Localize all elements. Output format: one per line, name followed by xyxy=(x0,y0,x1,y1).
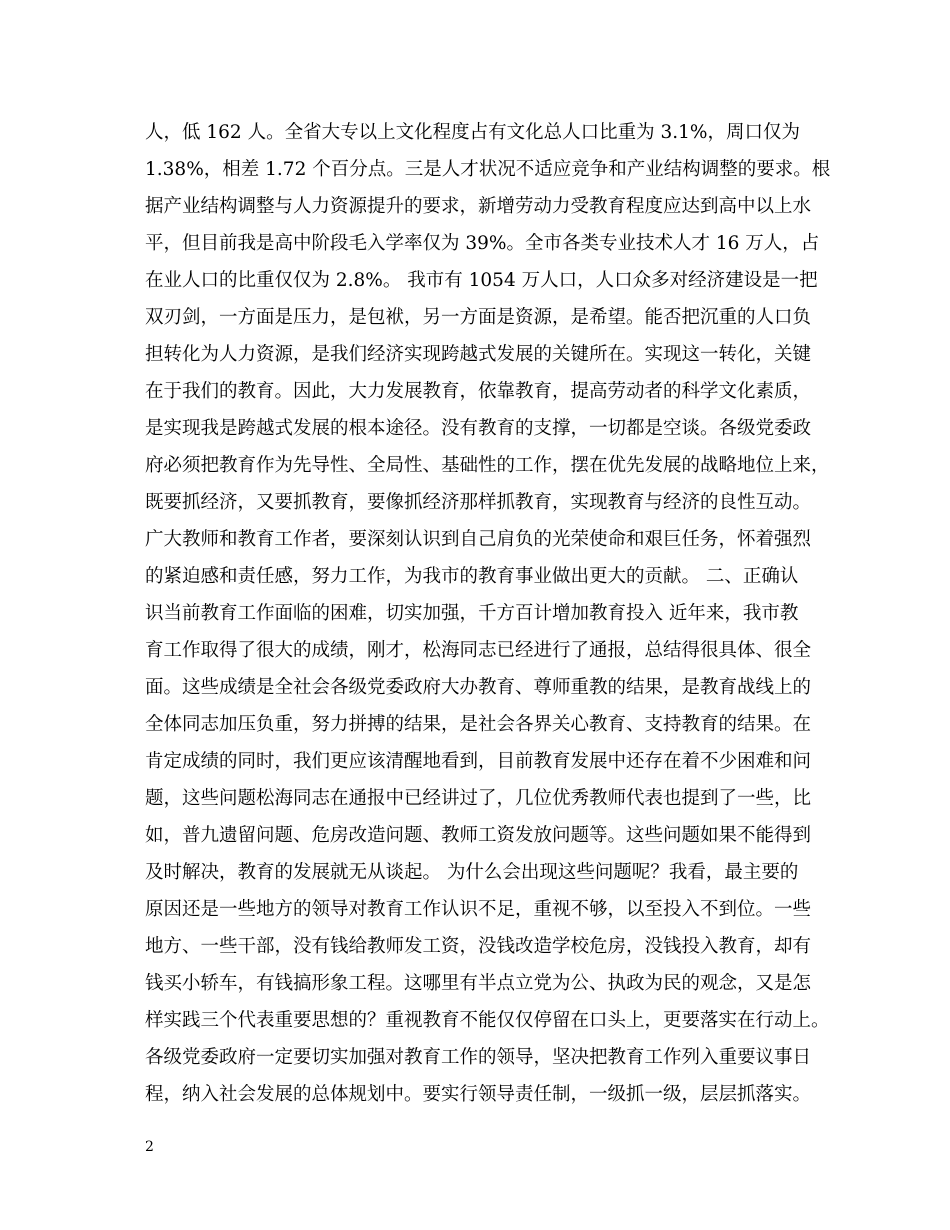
text-line: 原因还是一些地方的领导对教育工作认识不足，重视不够，以至投入不到位。一些 xyxy=(145,899,812,920)
text-line: 各级党委政府一定要切实加强对教育工作的领导，坚决把教育工作列入重要议事日 xyxy=(145,1047,812,1068)
text-line: 钱买小轿车，有钱搞形象工程。这哪里有半点立党为公、执政为民的观念，又是怎 xyxy=(145,973,812,994)
text-line: 担转化为人力资源，是我们经济实现跨越式发展的关键所在。实现这一转化，关键 xyxy=(145,344,812,365)
text-line: 双刃剑，一方面是压力，是包袱，另一方面是资源，是希望。能否把沉重的人口负 xyxy=(145,307,812,328)
text-line: 全体同志加压负重，努力拼搏的结果，是社会各界关心教育、支持教育的结果。在 xyxy=(145,714,812,735)
text-line: 平，但目前我是高中阶段毛入学率仅为 39%。全市各类专业技术人才 16 万人，占 xyxy=(145,233,820,254)
text-line: 据产业结构调整与人力资源提升的要求，新增劳动力受教育程度应达到高中以上水 xyxy=(145,196,812,217)
text-line: 程，纳入社会发展的总体规划中。要实行领导责任制，一级抓一级，层层抓落实。 xyxy=(145,1084,812,1105)
body-text xyxy=(145,114,831,1113)
text-line: 如，普九遗留问题、危房改造问题、教师工资发放问题等。这些问题如果不能得到 xyxy=(145,825,812,846)
text-line: 面。这些成绩是全社会各级党委政府大办教育、尊师重教的结果，是教育战线上的 xyxy=(145,677,812,698)
text-line: 广大教师和教育工作者，要深刻认识到自己肩负的光荣使命和艰巨任务，怀着强烈 xyxy=(145,529,812,550)
text-line: 地方、一些干部，没有钱给教师发工资，没钱改造学校危房，没钱投入教育，却有 xyxy=(145,936,812,957)
text-line: 肯定成绩的同时，我们更应该清醒地看到，目前教育发展中还存在着不少困难和问 xyxy=(145,751,812,772)
text-line: 样实践三个代表重要思想的？重视教育不能仅仅停留在口头上，更要落实在行动上。 xyxy=(145,1010,830,1031)
text-line: 及时解决，教育的发展就无从谈起。 为什么会出现这些问题呢？我看，最主要的 xyxy=(145,862,799,883)
text-line: 是实现我是跨越式发展的根本途径。没有教育的支撑，一切都是空谈。各级党委政 xyxy=(145,418,812,439)
text-line: 识当前教育工作面临的困难，切实加强，千方百计增加教育投入 近年来，我市教 xyxy=(145,603,799,624)
text-line: 人，低 162 人。全省大专以上文化程度占有文化总人口比重为 3.1%，周口仅为 xyxy=(145,122,800,143)
page-number: 2 xyxy=(145,1139,154,1155)
text-line: 在于我们的教育。因此，大力发展教育，依靠教育，提高劳动者的科学文化素质， xyxy=(145,381,812,402)
text-line: 的紧迫感和责任感，努力工作，为我市的教育事业做出更大的贡献。 二、正确认 xyxy=(145,566,799,587)
text-line: 1.38%，相差 1.72 个百分点。三是人才状况不适应竞争和产业结构调整的要求。根 xyxy=(145,159,831,180)
text-line: 育工作取得了很大的成绩，刚才，松海同志已经进行了通报，总结得很具体、很全 xyxy=(145,640,812,661)
text-line: 在业人口的比重仅仅为 2.8%。 我市有 1054 万人口，人口众多对经济建设是一把 xyxy=(145,270,818,291)
text-line: 题，这些问题松海同志在通报中已经讲过了，几位优秀教师代表也提到了一些，比 xyxy=(145,788,812,809)
text-line: 既要抓经济，又要抓教育，要像抓经济那样抓教育，实现教育与经济的良性互动。 xyxy=(145,492,812,513)
text-line: 府必须把教育作为先导性、全局性、基础性的工作，摆在优先发展的战略地位上来， xyxy=(145,455,830,476)
